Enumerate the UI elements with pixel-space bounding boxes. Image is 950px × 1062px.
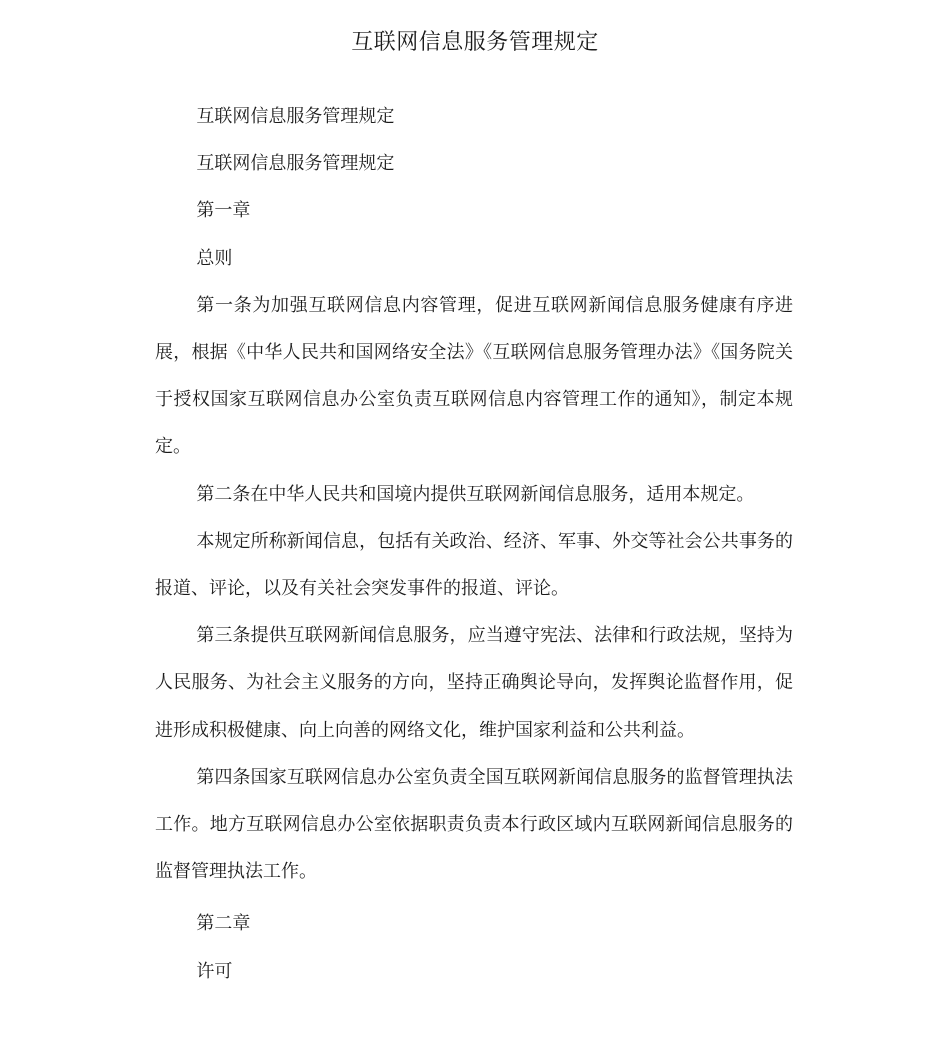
article-3-paragraph: 第三条提供互联网新闻信息服务，应当遵守宪法、法律和行政法规，坚持为人民服务、为社会主义服务的方向，坚持正确舆论导向，发挥舆论监督作用，促进形成积极健康、向上向善的网络文化，维护国家利益和公共利益。 <box>155 625 793 741</box>
document-body <box>155 93 793 995</box>
article-1-paragraph: 第一条为加强互联网信息内容管理，促进互联网新闻信息服务健康有序进展，根据《中华人民共和国网络安全法》《互联网信息服务管理办法》《国务院关于授权国家互联网信息办公室负责互联网信息内容管理工作的通知》，制定本规定。 <box>155 294 793 458</box>
article-2-definition-paragraph: 本规定所称新闻信息，包括有关政治、经济、军事、外交等社会公共事务的报道、评论，以及有关社会突发事件的报道、评论。 <box>155 530 793 600</box>
chapter-2-title: 许可 <box>196 960 233 982</box>
document-title: 互联网信息服务管理规定 <box>351 30 599 55</box>
chapter-2-heading: 第二章 <box>196 913 251 935</box>
chapter-1-heading: 第一章 <box>196 200 251 222</box>
article-2-paragraph: 第二条在中华人民共和国境内提供互联网新闻信息服务，适用本规定。 <box>196 483 755 505</box>
paragraph-subtitle-1: 互联网信息服务管理规定 <box>196 106 395 127</box>
paragraph-subtitle-2: 互联网信息服务管理规定 <box>196 153 395 175</box>
article-4-paragraph: 第四条国家互联网信息办公室负责全国互联网新闻信息服务的监督管理执法工作。地方互联网信息办公室依据职责负责本行政区域内互联网新闻信息服务的监督管理执法工作。 <box>155 766 793 883</box>
chapter-1-title: 总则 <box>196 247 233 269</box>
